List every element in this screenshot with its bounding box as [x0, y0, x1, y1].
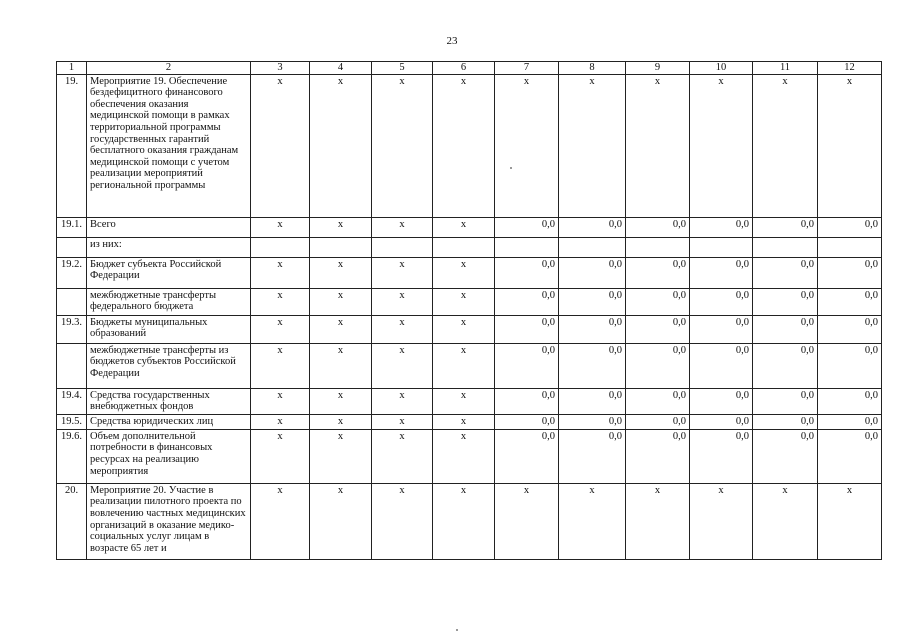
value-cell: 0,0 — [753, 414, 818, 429]
value-cell: x — [251, 257, 310, 288]
table-row — [57, 388, 882, 414]
value-cell: x — [251, 414, 310, 429]
value-cell: x — [251, 388, 310, 414]
header-cell: 5 — [372, 62, 433, 75]
row-number: 19.3. — [57, 315, 87, 343]
row-number: 19.1. — [57, 217, 87, 237]
value-cell: 0,0 — [495, 257, 559, 288]
row-name: межбюджетные трансферты федерального бюджета — [87, 288, 251, 315]
value-cell — [310, 237, 372, 257]
value-cell: 0,0 — [559, 414, 626, 429]
value-cell: x — [310, 315, 372, 343]
value-cell: 0,0 — [626, 288, 690, 315]
value-cell: 0,0 — [818, 217, 882, 237]
value-cell: 0,0 — [818, 429, 882, 483]
value-cell: x — [310, 74, 372, 217]
value-cell — [251, 237, 310, 257]
value-cell: 0,0 — [690, 343, 753, 388]
row-name: Бюджеты муниципальных образований — [87, 315, 251, 343]
value-cell: x — [251, 315, 310, 343]
row-name: Всего — [87, 217, 251, 237]
value-cell: x — [372, 217, 433, 237]
row-name: Мероприятие 20. Участие в реализации пилотного проекта по вовлечению частных медицинских организаций в оказание медико-социальных услуг лицам в возрасте 65 лет и — [87, 483, 251, 559]
value-cell: 0,0 — [818, 343, 882, 388]
value-cell: x — [310, 414, 372, 429]
value-cell: 0,0 — [495, 414, 559, 429]
value-cell: x — [310, 288, 372, 315]
value-cell: x — [690, 74, 753, 217]
value-cell: x — [495, 483, 559, 559]
scan-speck — [456, 629, 458, 631]
row-number: 19. — [57, 74, 87, 217]
value-cell: x — [251, 343, 310, 388]
value-cell — [818, 237, 882, 257]
value-cell: 0,0 — [559, 288, 626, 315]
value-cell: x — [372, 429, 433, 483]
value-cell: 0,0 — [690, 217, 753, 237]
value-cell: x — [495, 74, 559, 217]
value-cell: 0,0 — [626, 343, 690, 388]
value-cell: x — [310, 388, 372, 414]
value-cell: x — [433, 343, 495, 388]
value-cell: 0,0 — [495, 217, 559, 237]
value-cell: x — [251, 288, 310, 315]
value-cell: x — [310, 257, 372, 288]
value-cell: 0,0 — [559, 315, 626, 343]
value-cell: 0,0 — [626, 388, 690, 414]
header-cell: 8 — [559, 62, 626, 75]
value-cell: 0,0 — [690, 315, 753, 343]
value-cell: x — [433, 483, 495, 559]
value-cell: x — [251, 74, 310, 217]
value-cell: x — [372, 288, 433, 315]
row-number: 19.6. — [57, 429, 87, 483]
value-cell: x — [310, 217, 372, 237]
header-cell: 6 — [433, 62, 495, 75]
budget-table — [56, 61, 882, 560]
table-row — [57, 74, 882, 217]
value-cell: 0,0 — [818, 388, 882, 414]
value-cell: 0,0 — [626, 257, 690, 288]
value-cell: x — [626, 74, 690, 217]
value-cell: 0,0 — [753, 288, 818, 315]
value-cell: 0,0 — [626, 429, 690, 483]
header-cell: 9 — [626, 62, 690, 75]
value-cell: x — [372, 343, 433, 388]
value-cell: 0,0 — [753, 388, 818, 414]
table-row — [57, 483, 882, 559]
value-cell: 0,0 — [753, 315, 818, 343]
value-cell: 0,0 — [690, 388, 753, 414]
value-cell: x — [372, 388, 433, 414]
table-row — [57, 315, 882, 343]
value-cell — [433, 237, 495, 257]
value-cell: x — [753, 483, 818, 559]
value-cell: 0,0 — [626, 217, 690, 237]
value-cell: 0,0 — [690, 429, 753, 483]
table-header-row — [57, 62, 882, 75]
value-cell: 0,0 — [559, 257, 626, 288]
row-number: 19.2. — [57, 257, 87, 288]
row-name: из них: — [87, 237, 251, 257]
table-row — [57, 288, 882, 315]
header-cell: 10 — [690, 62, 753, 75]
value-cell: 0,0 — [559, 429, 626, 483]
value-cell: x — [372, 74, 433, 217]
row-name: Бюджет субъекта Российской Федерации — [87, 257, 251, 288]
header-cell: 7 — [495, 62, 559, 75]
value-cell: 0,0 — [495, 343, 559, 388]
scan-speck — [510, 167, 512, 169]
value-cell: x — [433, 414, 495, 429]
value-cell: 0,0 — [690, 257, 753, 288]
table-row — [57, 414, 882, 429]
value-cell — [372, 237, 433, 257]
row-number: 20. — [57, 483, 87, 559]
value-cell: x — [690, 483, 753, 559]
row-name: Средства государственных внебюджетных фондов — [87, 388, 251, 414]
table-row — [57, 257, 882, 288]
row-number — [57, 237, 87, 257]
value-cell: 0,0 — [495, 388, 559, 414]
value-cell: x — [753, 74, 818, 217]
value-cell: x — [433, 257, 495, 288]
table-row — [57, 217, 882, 237]
table-body — [57, 62, 882, 560]
value-cell: 0,0 — [495, 315, 559, 343]
value-cell: 0,0 — [753, 429, 818, 483]
value-cell: 0,0 — [690, 288, 753, 315]
row-number — [57, 288, 87, 315]
page-number: 23 — [446, 35, 458, 47]
value-cell: 0,0 — [626, 414, 690, 429]
value-cell: 0,0 — [753, 257, 818, 288]
value-cell — [626, 237, 690, 257]
value-cell: x — [251, 483, 310, 559]
value-cell: x — [433, 217, 495, 237]
header-cell: 3 — [251, 62, 310, 75]
row-number: 19.4. — [57, 388, 87, 414]
row-number: 19.5. — [57, 414, 87, 429]
value-cell: 0,0 — [753, 343, 818, 388]
table-row — [57, 343, 882, 388]
value-cell: x — [310, 343, 372, 388]
value-cell: x — [372, 257, 433, 288]
value-cell: x — [372, 483, 433, 559]
value-cell: x — [626, 483, 690, 559]
value-cell — [753, 237, 818, 257]
value-cell: 0,0 — [818, 288, 882, 315]
header-cell: 2 — [87, 62, 251, 75]
value-cell: x — [818, 483, 882, 559]
value-cell: 0,0 — [495, 288, 559, 315]
row-name: Объем дополнительной потребности в финансовых ресурсах на реализацию мероприятия — [87, 429, 251, 483]
header-cell: 11 — [753, 62, 818, 75]
header-cell: 4 — [310, 62, 372, 75]
value-cell: x — [433, 388, 495, 414]
row-name: межбюджетные трансферты из бюджетов субъектов Российской Федерации — [87, 343, 251, 388]
value-cell: x — [433, 315, 495, 343]
table-row — [57, 429, 882, 483]
value-cell: 0,0 — [818, 315, 882, 343]
value-cell: x — [559, 74, 626, 217]
row-number — [57, 343, 87, 388]
header-cell: 12 — [818, 62, 882, 75]
value-cell: 0,0 — [818, 257, 882, 288]
table-row — [57, 237, 882, 257]
value-cell: 0,0 — [495, 429, 559, 483]
value-cell: x — [310, 483, 372, 559]
value-cell: x — [433, 74, 495, 217]
value-cell: x — [251, 217, 310, 237]
value-cell: 0,0 — [690, 414, 753, 429]
value-cell: 0,0 — [753, 217, 818, 237]
header-cell: 1 — [57, 62, 87, 75]
value-cell: 0,0 — [559, 217, 626, 237]
value-cell: 0,0 — [626, 315, 690, 343]
value-cell — [559, 237, 626, 257]
value-cell: x — [818, 74, 882, 217]
row-name: Средства юридических лиц — [87, 414, 251, 429]
value-cell: 0,0 — [559, 388, 626, 414]
value-cell: x — [433, 288, 495, 315]
value-cell: x — [251, 429, 310, 483]
value-cell: x — [559, 483, 626, 559]
value-cell: 0,0 — [559, 343, 626, 388]
value-cell: x — [310, 429, 372, 483]
value-cell — [495, 237, 559, 257]
value-cell: 0,0 — [818, 414, 882, 429]
value-cell: x — [433, 429, 495, 483]
value-cell — [690, 237, 753, 257]
row-name: Мероприятие 19. Обеспечение бездефицитного финансового обеспечения оказания медицинской помощи в рамках территориальной программы государственных гарантий бесплатного оказания гражданам медицинской помощи с учетом реализации мероприятий региональной программы — [87, 74, 251, 217]
value-cell: x — [372, 315, 433, 343]
value-cell: x — [372, 414, 433, 429]
